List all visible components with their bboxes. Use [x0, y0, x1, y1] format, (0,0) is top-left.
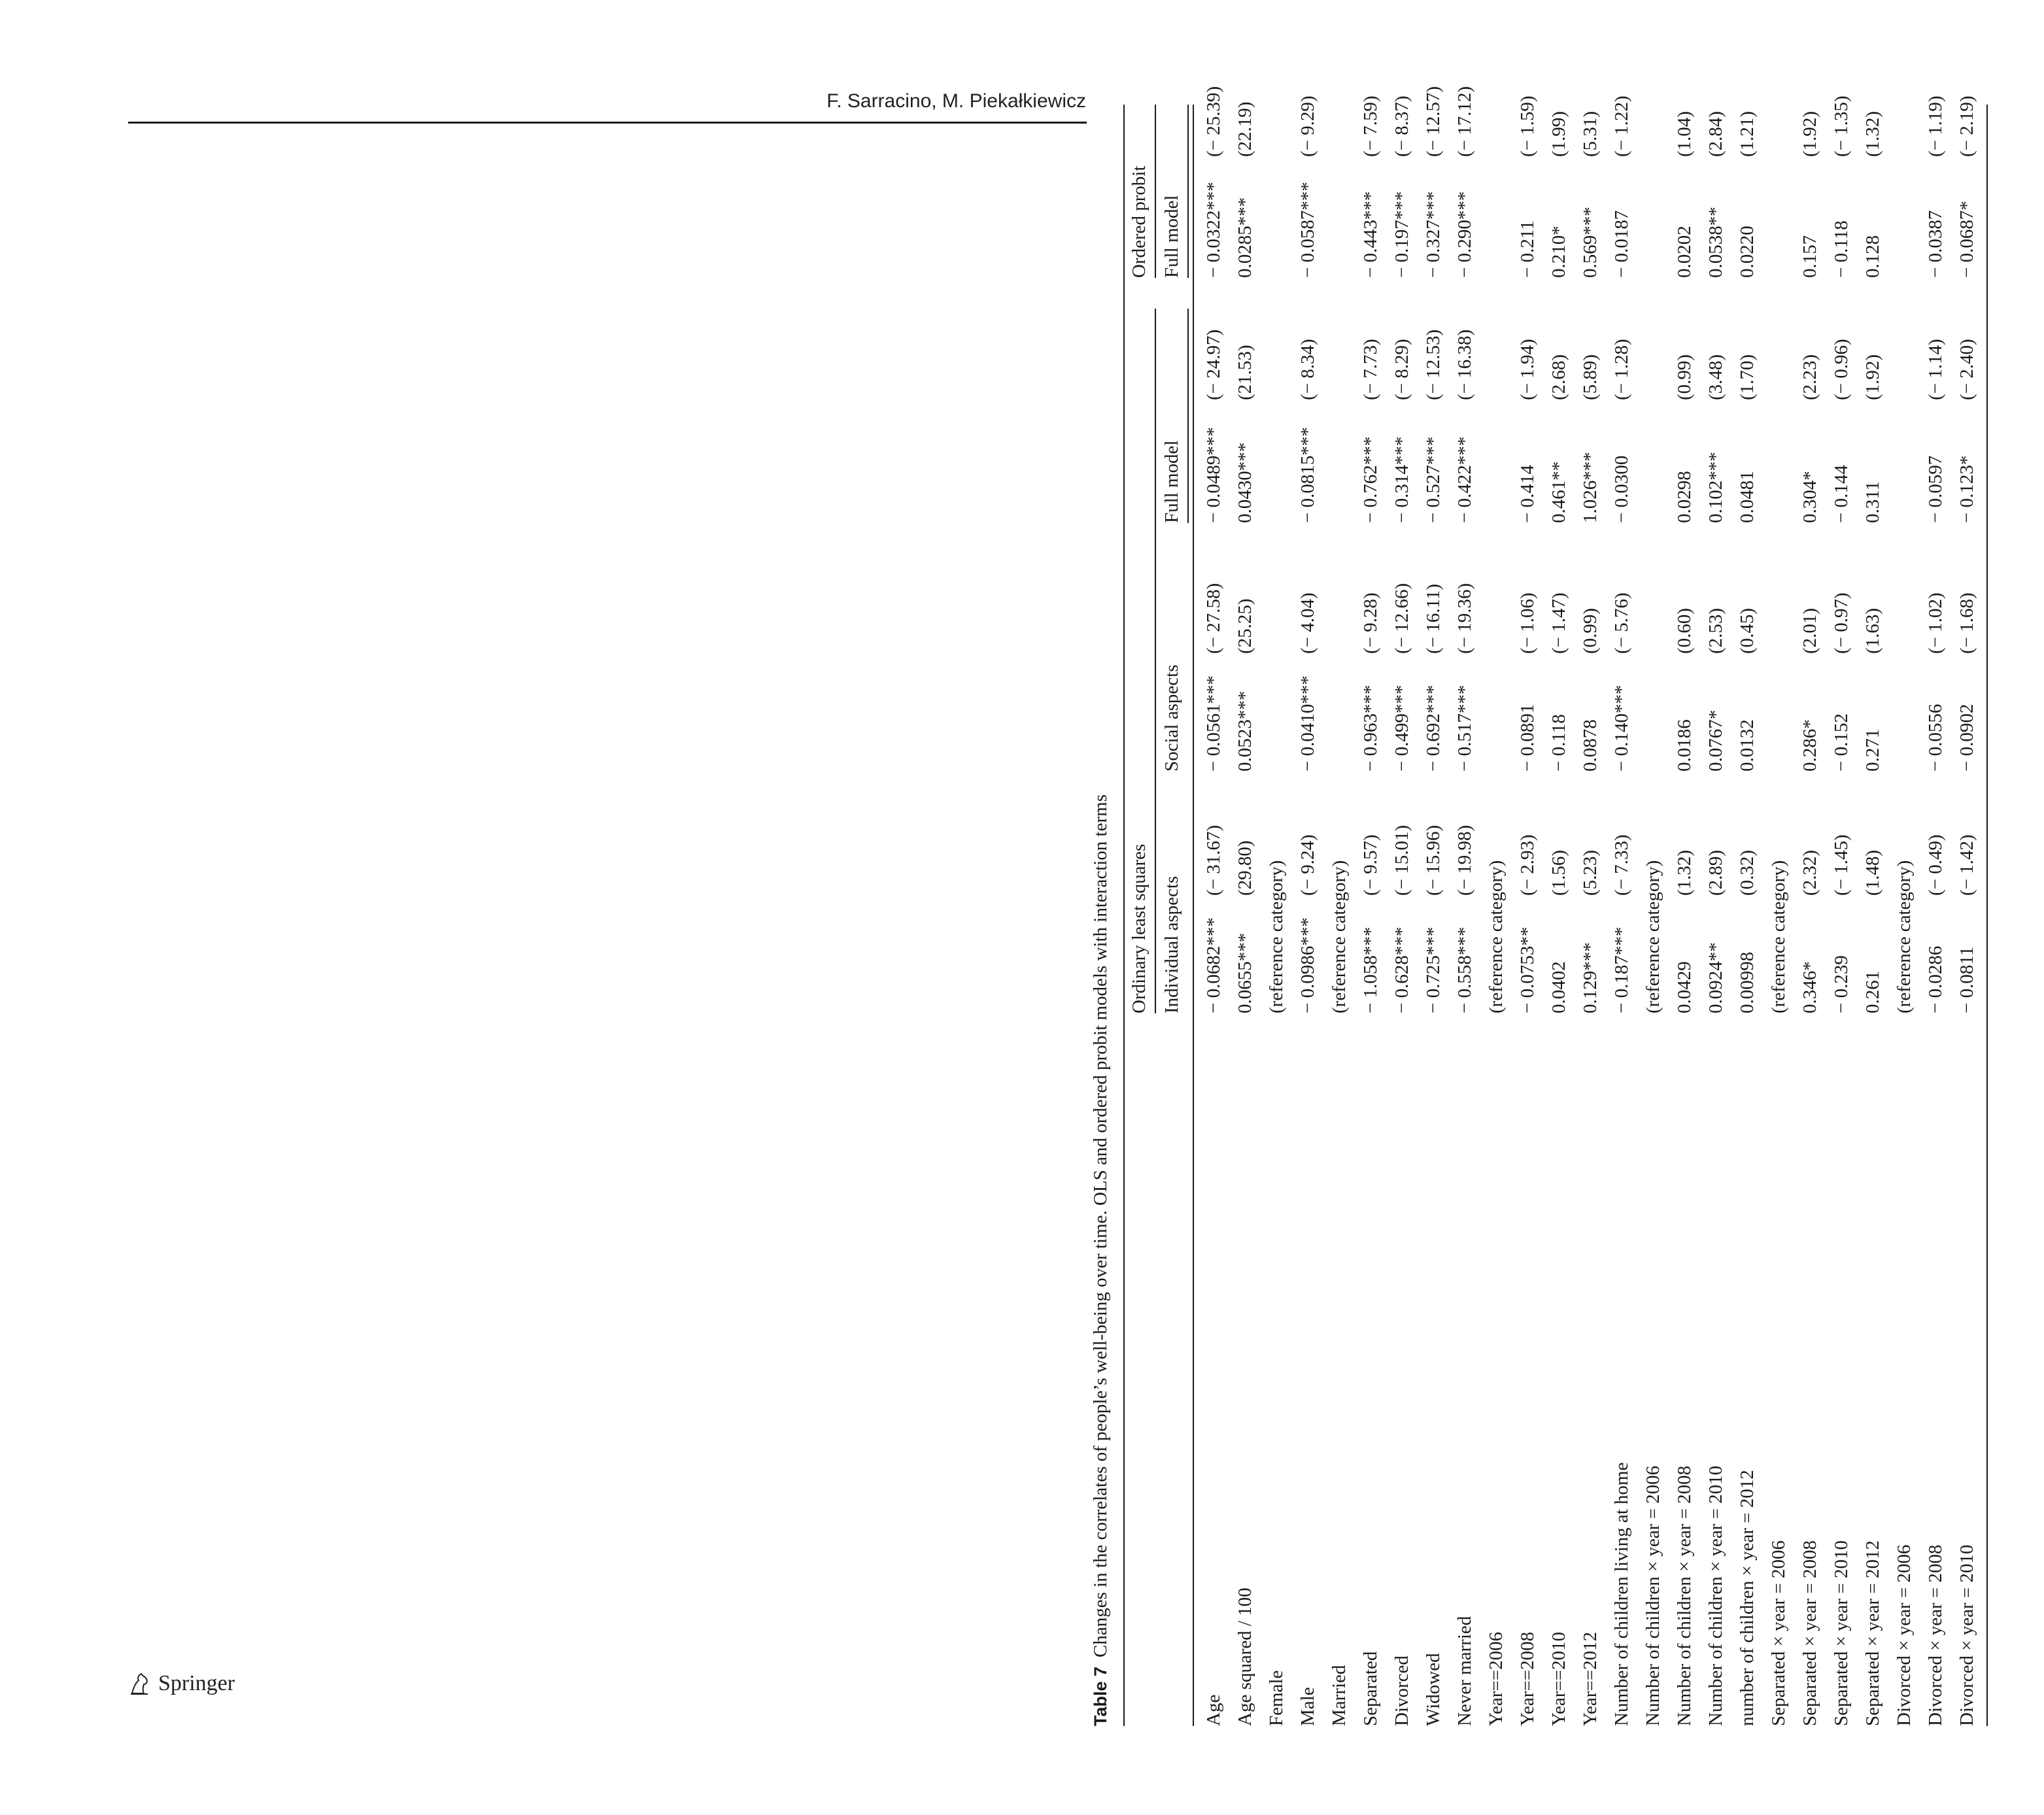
- coefficient-cell: − 0.118: [1831, 220, 1852, 278]
- t-stat-cell: (− 2.93): [1517, 834, 1538, 896]
- t-stat-cell: (25.25): [1235, 598, 1255, 654]
- coefficient-cell: − 0.0556: [1925, 704, 1946, 772]
- t-stat-cell: (− 0.96): [1831, 339, 1852, 400]
- row-label: Age: [1203, 1694, 1224, 1726]
- table-row: [1951, 95, 1983, 1726]
- table-row: [1386, 95, 1418, 1726]
- t-stat-cell: (− 4.04): [1297, 592, 1318, 654]
- t-stat-cell: (− 19.98): [1454, 824, 1475, 896]
- coefficient-cell: − 0.118: [1548, 714, 1569, 772]
- coefficient-cell: − 0.140***: [1611, 685, 1632, 772]
- table-row: [1794, 105, 1826, 1726]
- springer-horse-icon: [128, 1671, 153, 1696]
- coefficient-cell: − 0.123*: [1956, 455, 1977, 523]
- row-label: Age squared / 100: [1235, 1587, 1255, 1726]
- row-label: Separated × year = 2008: [1799, 1540, 1820, 1726]
- subgroup-rule-probit: [1187, 105, 1189, 278]
- header-rule: [128, 122, 1087, 124]
- t-stat-cell: (− 17.12): [1454, 86, 1475, 157]
- row-label: Divorced × year = 2008: [1925, 1544, 1946, 1726]
- t-stat-cell: (0.99): [1674, 354, 1695, 400]
- coefficient-cell: 0.0202: [1674, 226, 1695, 278]
- coefficient-cell: − 0.443***: [1360, 191, 1381, 278]
- coefficient-cell: 0.286*: [1799, 719, 1820, 772]
- coefficient-cell: 0.261: [1862, 970, 1883, 1013]
- coefficient-cell: − 0.327***: [1423, 191, 1444, 278]
- t-stat-cell: (2.23): [1799, 354, 1820, 400]
- coefficient-cell: 0.346*: [1799, 961, 1820, 1013]
- t-stat-cell: (0.60): [1674, 607, 1695, 654]
- t-stat-cell: (− 24.97): [1203, 329, 1224, 400]
- table-row: [1261, 105, 1292, 1726]
- group-header-probit: Ordered probit: [1129, 165, 1150, 278]
- t-stat-cell: (1.70): [1737, 354, 1758, 400]
- column-header-full-ols: Full model: [1161, 440, 1182, 523]
- column-header-individual: Individual aspects: [1161, 875, 1182, 1013]
- coefficient-cell: − 0.187***: [1611, 926, 1632, 1013]
- coefficient-cell: − 0.0561***: [1203, 675, 1224, 772]
- t-stat-cell: (0.99): [1580, 607, 1601, 654]
- coefficient-cell: 0.0285***: [1235, 197, 1255, 278]
- t-stat-cell: (− 1.68): [1956, 592, 1977, 654]
- coefficient-cell: − 0.0682***: [1203, 917, 1224, 1013]
- coefficient-cell: 0.271: [1862, 728, 1883, 772]
- table-caption: [1089, 794, 1112, 1726]
- t-stat-cell: (− 12.66): [1391, 583, 1412, 654]
- coefficient-cell: 1.026***: [1580, 452, 1601, 523]
- coefficient-cell: 0.0924**: [1705, 942, 1726, 1013]
- coefficient-cell: − 0.517***: [1454, 685, 1475, 772]
- coefficient-cell: − 0.0597: [1925, 455, 1946, 523]
- column-header-full-probit: Full model: [1161, 195, 1182, 278]
- coefficient-cell: 0.0655***: [1235, 932, 1255, 1013]
- coefficient-cell: (reference category): [1266, 860, 1287, 1013]
- row-label: Married: [1329, 1665, 1350, 1726]
- t-stat-cell: (− 31.67): [1203, 824, 1224, 896]
- row-label: Year==2012: [1580, 1631, 1601, 1726]
- coefficient-cell: − 0.0489***: [1203, 427, 1224, 523]
- coefficient-cell: 0.157: [1799, 235, 1820, 278]
- row-label: number of children × year = 2012: [1737, 1470, 1758, 1726]
- t-stat-cell: (− 1.14): [1925, 339, 1946, 400]
- table-label: Table 7: [1091, 1666, 1110, 1726]
- coefficient-cell: − 0.692***: [1423, 685, 1444, 772]
- table-row: [1669, 105, 1700, 1726]
- t-stat-cell: (1.21): [1737, 110, 1758, 157]
- coefficient-cell: − 0.0815***: [1297, 427, 1318, 523]
- coefficient-cell: 0.0429: [1674, 961, 1695, 1013]
- row-label: Separated × year = 2006: [1768, 1540, 1789, 1726]
- coefficient-cell: 0.129***: [1580, 942, 1601, 1013]
- table-row: [1731, 105, 1763, 1726]
- coefficient-cell: − 0.144: [1831, 465, 1852, 523]
- t-stat-cell: (29.80): [1235, 840, 1255, 896]
- coefficient-cell: (reference category): [1643, 860, 1663, 1013]
- coefficient-cell: (reference category): [1768, 860, 1789, 1013]
- t-stat-cell: (− 12.57): [1423, 86, 1444, 157]
- coefficient-cell: − 0.527***: [1423, 436, 1444, 523]
- row-label: Number of children × year = 2008: [1674, 1465, 1695, 1726]
- t-stat-cell: (1.32): [1862, 110, 1883, 157]
- t-stat-cell: (− 7.73): [1360, 339, 1381, 400]
- t-stat-cell: (− 9.28): [1360, 592, 1381, 654]
- coefficient-cell: − 0.762***: [1360, 436, 1381, 523]
- t-stat-cell: (2.68): [1548, 354, 1569, 400]
- coefficient-cell: − 0.0387: [1925, 210, 1946, 278]
- t-stat-cell: (5.89): [1580, 354, 1601, 400]
- t-stat-cell: (− 12.53): [1423, 329, 1444, 400]
- t-stat-cell: (− 2.19): [1956, 95, 1977, 157]
- t-stat-cell: (22.19): [1235, 101, 1255, 157]
- t-stat-cell: (− 1.02): [1925, 592, 1946, 654]
- row-label: Number of children × year = 2010: [1705, 1465, 1726, 1726]
- coefficient-cell: − 0.0187: [1611, 210, 1632, 278]
- t-stat-cell: (− 1.28): [1611, 339, 1632, 400]
- t-stat-cell: (1.48): [1862, 849, 1883, 896]
- t-stat-cell: (2.84): [1705, 110, 1726, 157]
- coefficient-cell: 0.304*: [1799, 471, 1820, 523]
- coefficient-cell: − 0.0300: [1611, 455, 1632, 523]
- t-stat-cell: (2.89): [1705, 849, 1726, 896]
- t-stat-cell: (5.23): [1580, 849, 1601, 896]
- t-stat-cell: (− 5.76): [1611, 592, 1632, 654]
- t-stat-cell: (− 9.57): [1360, 834, 1381, 896]
- row-label: Divorced: [1391, 1655, 1412, 1726]
- coefficient-cell: − 0.558***: [1454, 926, 1475, 1013]
- row-label: Widowed: [1423, 1653, 1444, 1726]
- coefficient-cell: − 0.152: [1831, 713, 1852, 772]
- t-stat-cell: (2.32): [1799, 849, 1820, 896]
- table-top-rule: [1123, 105, 1125, 1726]
- coefficient-cell: 0.461**: [1548, 461, 1569, 523]
- coefficient-cell: 0.0402: [1548, 961, 1569, 1013]
- coefficient-cell: 0.311: [1862, 481, 1883, 523]
- running-header-authors: F. Sarracino, M. Piekałkiewicz: [826, 90, 1086, 112]
- coefficient-cell: − 0.0587***: [1297, 182, 1318, 278]
- t-stat-cell: (− 15.01): [1391, 824, 1412, 896]
- coefficient-cell: − 1.058***: [1360, 926, 1381, 1013]
- row-label: Number of children × year = 2006: [1643, 1465, 1663, 1726]
- coefficient-cell: − 0.239: [1831, 955, 1852, 1013]
- coefficient-cell: 0.102***: [1705, 452, 1726, 523]
- coefficient-cell: 0.0298: [1674, 471, 1695, 523]
- t-stat-cell: (1.63): [1862, 607, 1883, 654]
- row-label: Number of children living at home: [1611, 1462, 1632, 1726]
- t-stat-cell: (21.53): [1235, 345, 1255, 400]
- coefficient-cell: 0.128: [1862, 235, 1883, 278]
- t-stat-cell: (− 8.37): [1391, 95, 1412, 157]
- row-label: Divorced × year = 2006: [1894, 1544, 1915, 1726]
- table-row: [1355, 95, 1386, 1726]
- row-label: Separated: [1360, 1651, 1381, 1726]
- row-label: Male: [1297, 1687, 1318, 1726]
- row-label: Divorced × year = 2010: [1956, 1544, 1977, 1726]
- coefficient-cell: − 0.0410***: [1297, 675, 1318, 772]
- t-stat-cell: (− 1.45): [1831, 834, 1852, 896]
- group-rule-ols: [1155, 309, 1156, 1013]
- row-label: Year==2008: [1517, 1631, 1538, 1726]
- t-stat-cell: (1.32): [1674, 849, 1695, 896]
- t-stat-cell: (0.45): [1737, 607, 1758, 654]
- coefficient-cell: 0.0523***: [1235, 690, 1255, 772]
- row-label: Never married: [1454, 1616, 1475, 1726]
- row-label: Separated × year = 2010: [1831, 1540, 1852, 1726]
- table-row: [1480, 105, 1512, 1726]
- t-stat-cell: (3.48): [1705, 354, 1726, 400]
- coefficient-cell: 0.0538**: [1705, 207, 1726, 278]
- subgroup-rule-full: [1187, 309, 1189, 523]
- publisher-footer: [128, 1671, 235, 1696]
- coefficient-cell: − 0.0286: [1925, 945, 1946, 1013]
- t-stat-cell: (− 8.29): [1391, 339, 1412, 400]
- coefficient-cell: − 0.0902: [1956, 704, 1977, 772]
- coefficient-cell: − 0.499***: [1391, 685, 1412, 772]
- t-stat-cell: (− 1.42): [1956, 834, 1977, 896]
- coefficient-cell: 0.0132: [1737, 719, 1758, 772]
- coefficient-cell: − 0.0322***: [1203, 182, 1224, 278]
- t-stat-cell: (2.01): [1799, 607, 1820, 654]
- row-label: Separated × year = 2012: [1862, 1540, 1883, 1726]
- t-stat-cell: (− 9.29): [1297, 95, 1318, 157]
- table-bottom-rule: [1986, 105, 1988, 1726]
- table-row: [1543, 105, 1575, 1726]
- row-label: Year==2010: [1548, 1631, 1569, 1726]
- t-stat-cell: (− 1.47): [1548, 592, 1569, 654]
- t-stat-cell: (1.92): [1862, 354, 1883, 400]
- group-rule-probit: [1155, 105, 1156, 278]
- t-stat-cell: (− 9.24): [1297, 834, 1318, 896]
- coefficient-cell: 0.0430***: [1235, 442, 1255, 523]
- t-stat-cell: (2.53): [1705, 607, 1726, 654]
- table-row: [1512, 95, 1543, 1726]
- table-row: [1763, 105, 1794, 1726]
- coefficient-cell: 0.210*: [1548, 226, 1569, 278]
- t-stat-cell: (− 8.34): [1297, 339, 1318, 400]
- table-caption-text: Changes in the correlates of people’s well-being over time. OLS and ordered probit models with interaction terms: [1090, 794, 1111, 1657]
- table-row: [1323, 105, 1355, 1726]
- table-row: [1292, 95, 1323, 1726]
- t-stat-cell: (− 0.49): [1925, 834, 1946, 896]
- coefficient-cell: − 0.963***: [1360, 685, 1381, 772]
- row-label: Female: [1266, 1670, 1287, 1726]
- t-stat-cell: (− 25.39): [1203, 86, 1224, 157]
- coefficient-cell: 0.0878: [1580, 719, 1601, 772]
- t-stat-cell: (5.31): [1580, 110, 1601, 157]
- t-stat-cell: (− 1.22): [1611, 95, 1632, 157]
- table-row: [1418, 86, 1449, 1726]
- coefficient-cell: (reference category): [1894, 860, 1915, 1013]
- coefficient-cell: 0.0767*: [1705, 709, 1726, 772]
- t-stat-cell: (− 1.59): [1517, 95, 1538, 157]
- t-stat-cell: (− 1.35): [1831, 95, 1852, 157]
- coefficient-cell: − 0.725***: [1423, 926, 1444, 1013]
- coefficient-cell: (reference category): [1486, 860, 1507, 1013]
- coefficient-cell: − 0.0891: [1517, 704, 1538, 772]
- table-row: [1449, 86, 1480, 1726]
- t-stat-cell: (0.32): [1737, 849, 1758, 896]
- table-header-rule: [1193, 105, 1194, 1726]
- table-row: [1700, 105, 1731, 1726]
- t-stat-cell: (− 1.06): [1517, 592, 1538, 654]
- coefficient-cell: 0.569***: [1580, 207, 1601, 278]
- coefficient-cell: − 0.211: [1517, 220, 1538, 278]
- table-row: [1857, 105, 1888, 1726]
- t-stat-cell: (1.56): [1548, 849, 1569, 896]
- row-label: Year==2006: [1486, 1631, 1507, 1726]
- table-row: [1637, 105, 1669, 1726]
- publisher-name: Springer: [158, 1671, 235, 1695]
- t-stat-cell: (− 16.11): [1423, 583, 1444, 654]
- table-row: [1888, 105, 1920, 1726]
- table-row: [1920, 95, 1951, 1726]
- t-stat-cell: (1.92): [1799, 110, 1820, 157]
- coefficient-cell: 0.0481: [1737, 471, 1758, 523]
- coefficient-cell: − 0.0687*: [1956, 201, 1977, 278]
- coefficient-cell: 0.0186: [1674, 719, 1695, 772]
- t-stat-cell: (− 15.96): [1423, 824, 1444, 896]
- coefficient-cell: − 0.628***: [1391, 926, 1412, 1013]
- t-stat-cell: (− 16.38): [1454, 329, 1475, 400]
- coefficient-cell: − 0.314***: [1391, 436, 1412, 523]
- coefficient-cell: − 0.0986***: [1297, 917, 1318, 1013]
- t-stat-cell: (− 7.59): [1360, 95, 1381, 157]
- coefficient-cell: (reference category): [1329, 860, 1350, 1013]
- t-stat-cell: (1.99): [1548, 110, 1569, 157]
- group-header-ols: Ordinary least squares: [1129, 843, 1150, 1013]
- t-stat-cell: (− 0.97): [1831, 592, 1852, 654]
- coefficient-cell: − 0.290***: [1454, 191, 1475, 278]
- column-header-social: Social aspects: [1161, 664, 1182, 772]
- t-stat-cell: (− 1.19): [1925, 95, 1946, 157]
- rotated-table: [1089, 86, 2044, 1726]
- coefficient-cell: 0.0220: [1737, 226, 1758, 278]
- table-row: [1606, 95, 1637, 1726]
- table-row: [1229, 101, 1261, 1726]
- t-stat-cell: (− 1.94): [1517, 339, 1538, 400]
- t-stat-cell: (− 19.36): [1454, 583, 1475, 654]
- t-stat-cell: (− 27.58): [1203, 583, 1224, 654]
- coefficient-cell: − 0.0753**: [1517, 926, 1538, 1013]
- t-stat-cell: (− 7.33): [1611, 834, 1632, 896]
- table-row: [1826, 95, 1857, 1726]
- coefficient-cell: 0.00998: [1737, 951, 1758, 1013]
- table-row: [1575, 105, 1606, 1726]
- table-row: [1198, 86, 1229, 1726]
- t-stat-cell: (1.04): [1674, 110, 1695, 157]
- t-stat-cell: (− 2.40): [1956, 339, 1977, 400]
- coefficient-cell: − 0.422***: [1454, 436, 1475, 523]
- coefficient-cell: − 0.414: [1517, 465, 1538, 523]
- coefficient-cell: − 0.197***: [1391, 191, 1412, 278]
- coefficient-cell: − 0.0811: [1956, 946, 1977, 1013]
